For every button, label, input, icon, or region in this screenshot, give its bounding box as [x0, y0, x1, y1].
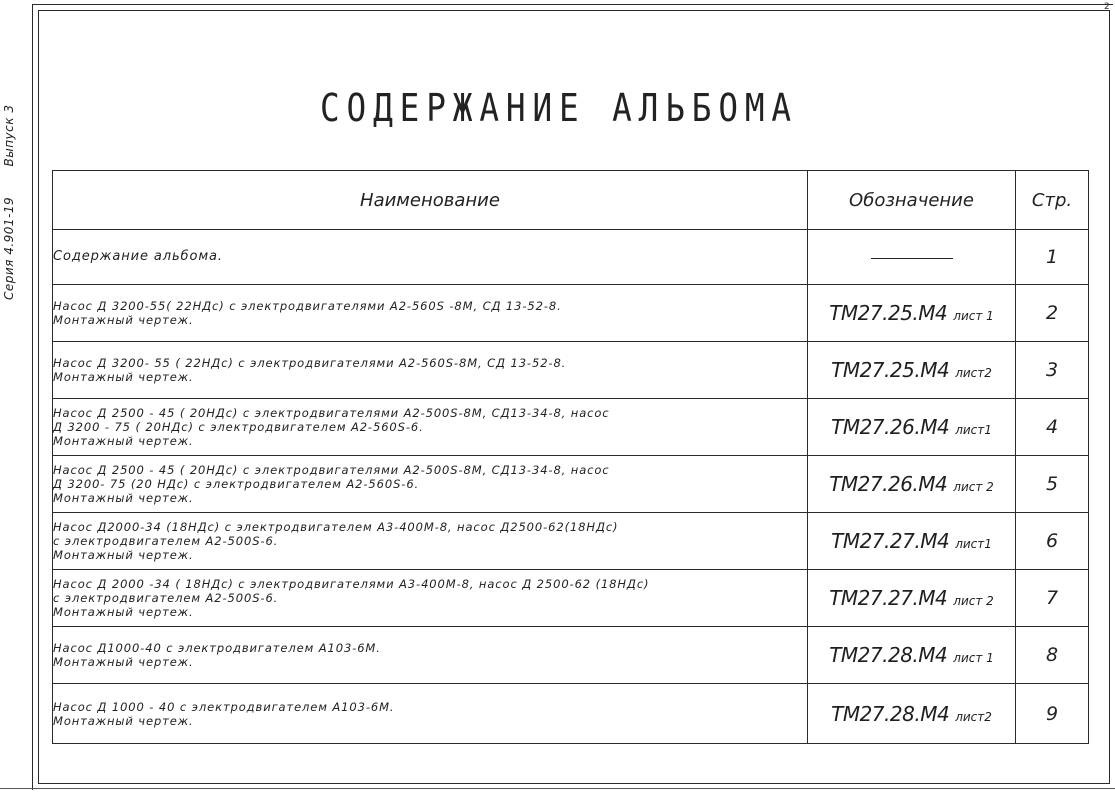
table-row [53, 285, 1089, 342]
contents-table [52, 170, 1089, 744]
row-line: Насос Д 2500 - 45 ( 20НДс) с электродвигателями А2-500S-8М, СД13-34-8, насос [53, 463, 610, 477]
row-line: Монтажный чертеж. [53, 313, 194, 327]
row-designation-cell [808, 684, 1016, 744]
row-page: 3 [1016, 342, 1089, 399]
table-row [53, 342, 1089, 399]
row-line: Насос Д 2000 -34 ( 18НДс) с электродвигателями А3-400М-8, насос Д 2500-62 (18НДс) [53, 577, 650, 591]
row-line: Монтажный чертеж. [53, 548, 194, 562]
row-line: с электродвигателем А2-500S-6. [53, 591, 279, 605]
row-sheet: лист2 [955, 709, 992, 724]
row-name-cell [53, 342, 808, 399]
row-line: Монтажный чертеж. [53, 370, 194, 384]
row-line: Монтажный чертеж. [53, 605, 194, 619]
table-row [53, 570, 1089, 627]
row-line: Д 3200- 75 (20 НДс) с электродвигателем А2-560S-6. [53, 477, 420, 491]
row-line: Насос Д1000-40 с электродвигателем А103-6М. [53, 641, 381, 655]
row-code: ТМ27.26.М4 [829, 472, 948, 496]
row-designation-cell [808, 570, 1016, 627]
side-stamp [2, 79, 16, 300]
empty-designation-dash [871, 258, 953, 259]
row-page: 8 [1016, 627, 1089, 684]
row-code: ТМ27.25.М4 [831, 358, 950, 382]
row-sheet: лист1 [955, 423, 992, 437]
table-row [53, 399, 1089, 456]
table-row [53, 627, 1089, 684]
row-code: ТМ27.28.М4 [831, 701, 950, 726]
row-line: Монтажный чертеж. [53, 713, 194, 728]
row-designation-cell [808, 456, 1016, 513]
row-code: ТМ27.27.М4 [831, 529, 950, 553]
row-line: Насос Д 1000 - 40 с электродвигателем А103-6М. [53, 699, 395, 714]
row-sheet: лист 2 [953, 480, 994, 494]
row-page: 9 [1016, 684, 1089, 744]
row-line: Насос Д 3200-55( 22НДс) с электродвигателями А2-560S -8М, СД 13-52-8. [53, 299, 562, 313]
row-page: 4 [1016, 399, 1089, 456]
row-designation-cell [808, 285, 1016, 342]
row-line: Насос Д2000-34 (18НДс) с электродвигателем А3-400М-8, насос Д2500-62(18НДс) [53, 520, 619, 534]
page-mark: 2 [1104, 2, 1110, 12]
row-designation-cell [808, 342, 1016, 399]
row-page: 1 [1016, 230, 1089, 285]
row-sheet: лист2 [955, 366, 992, 380]
row-code: ТМ27.26.М4 [831, 415, 950, 439]
row-code: ТМ27.27.М4 [829, 586, 948, 610]
table-header-row [53, 171, 1089, 230]
row-name-cell [53, 230, 808, 285]
table-row [53, 684, 1089, 744]
row-code: ТМ27.25.М4 [829, 301, 948, 325]
row-name-cell [53, 399, 808, 456]
series-label: Серия 4.901-19 [2, 196, 16, 300]
row-line: Д 3200 - 75 ( 20НДс) с электродвигателем А2-560S-6. [53, 420, 424, 434]
header-name: Наименование [53, 171, 808, 230]
row-line: Насос Д 3200- 55 ( 22НДс) с электродвигателями А2-560S-8М, СД 13-52-8. [53, 356, 567, 370]
row-sheet: лист1 [955, 537, 992, 551]
row-name-cell [53, 513, 808, 570]
row-sheet: лист 1 [953, 651, 994, 665]
row-name-cell [53, 570, 808, 627]
row-line: Монтажный чертеж. [53, 491, 194, 505]
table-row [53, 230, 1089, 285]
row-line: Монтажный чертеж. [53, 655, 194, 669]
row-sheet: лист 1 [953, 309, 994, 323]
row-line: с электродвигателем А2-500S-6. [53, 534, 279, 548]
row-name-cell [53, 285, 808, 342]
row-page: 5 [1016, 456, 1089, 513]
row-designation-cell [808, 230, 1016, 285]
header-page: Стр. [1016, 171, 1089, 230]
table-row [53, 456, 1089, 513]
row-page: 2 [1016, 285, 1089, 342]
row-line: Насос Д 2500 - 45 ( 20НДс) с электродвигателями А2-500S-8М, СД13-34-8, насос [53, 406, 610, 420]
sheet-bottom-edge [0, 788, 1115, 789]
row-designation-cell [808, 627, 1016, 684]
page-title: СОДЕРЖАНИЕ АЛЬБОМА [320, 86, 798, 130]
row-sheet: лист 2 [953, 594, 994, 608]
row-line: Содержание альбома. [53, 249, 223, 264]
row-page: 6 [1016, 513, 1089, 570]
header-designation: Обозначение [808, 171, 1016, 230]
row-line: Монтажный чертеж. [53, 434, 194, 448]
row-name-cell [53, 684, 808, 744]
row-designation-cell [808, 513, 1016, 570]
row-code: ТМ27.28.М4 [829, 643, 948, 667]
row-name-cell [53, 456, 808, 513]
table-row [53, 513, 1089, 570]
issue-label: Выпуск 3 [2, 104, 16, 167]
row-page: 7 [1016, 570, 1089, 627]
row-name-cell [53, 627, 808, 684]
row-designation-cell [808, 399, 1016, 456]
